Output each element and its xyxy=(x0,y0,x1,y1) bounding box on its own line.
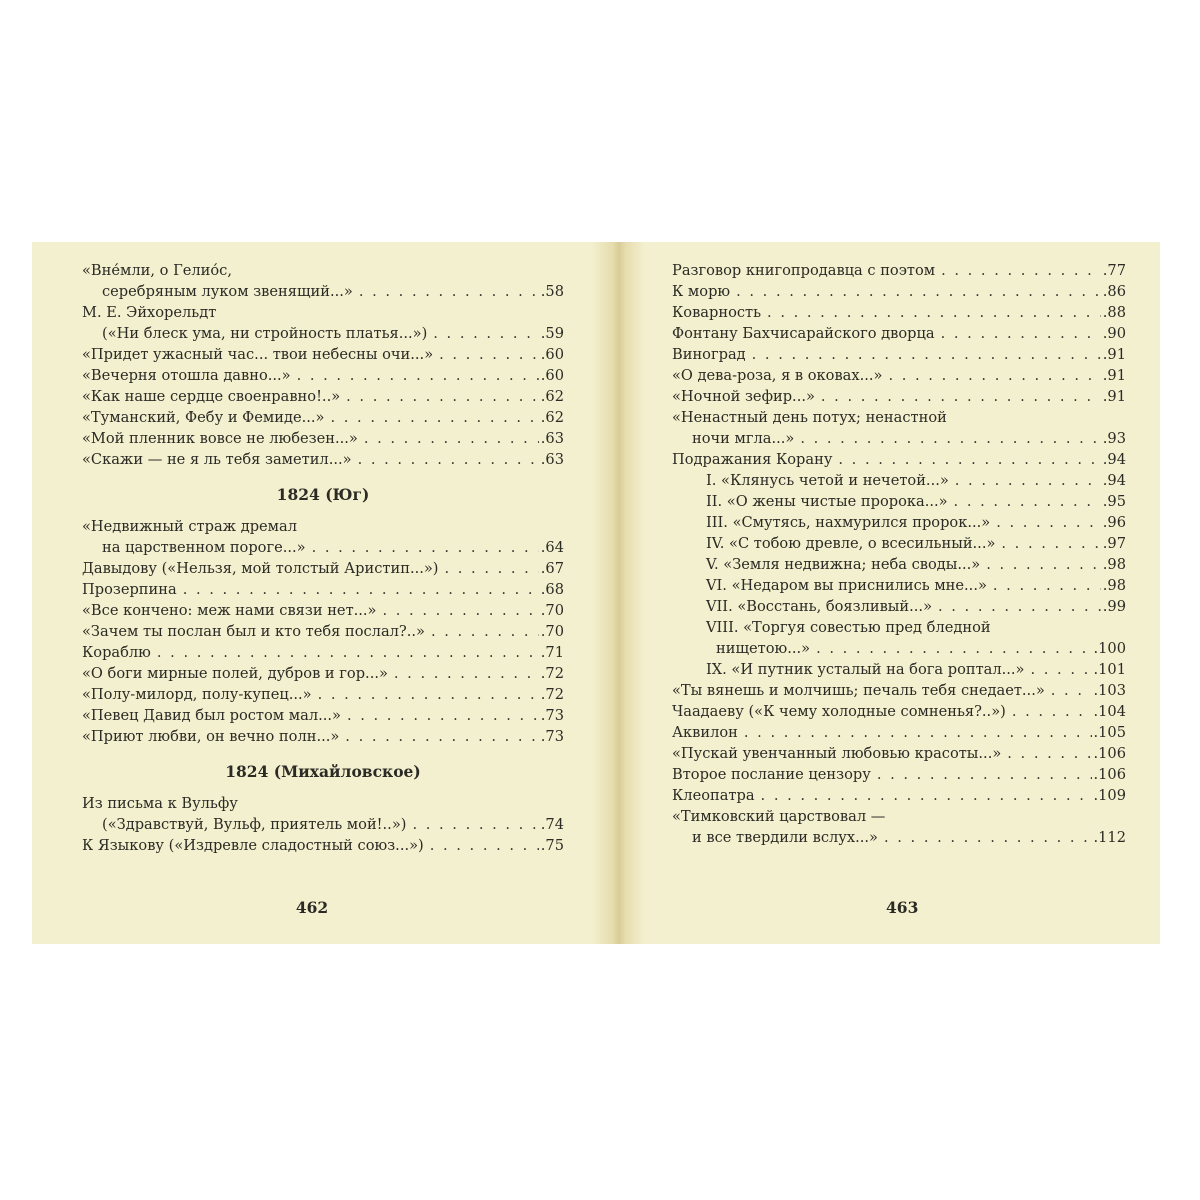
toc-entry-title: «Зачем ты послан был и кто тебя послал?..» xyxy=(82,623,425,640)
toc-entry-title: «Скажи — не я ль тебя заметил...» xyxy=(82,451,352,468)
toc-leader-dots xyxy=(347,705,539,726)
toc-entry xyxy=(672,617,1126,638)
toc-entry-title: Клеопатра xyxy=(672,787,755,804)
toc-leader-dots xyxy=(312,537,539,558)
toc-leader-dots xyxy=(330,407,538,428)
toc-entry xyxy=(672,701,1126,722)
toc-entry-page: .60 xyxy=(540,367,564,384)
toc-entry-title: Фонтану Бахчисарайского дворца xyxy=(672,325,935,342)
toc-entry-title: «Приют любви, он вечно полн...» xyxy=(82,728,340,745)
toc-entry-title: «Ночной зефир...» xyxy=(672,388,815,405)
toc-entry-title: I. «Клянусь четой и нечетой...» xyxy=(706,472,949,489)
toc-entry xyxy=(82,344,564,365)
toc-entry xyxy=(672,491,1126,512)
toc-leader-dots xyxy=(816,638,1091,659)
toc-entry xyxy=(82,814,564,835)
toc-entry-page: .98 xyxy=(1102,556,1126,573)
toc-leader-dots xyxy=(752,344,1101,365)
toc-entry-title: Второе послание цензору xyxy=(672,766,871,783)
toc-leader-dots xyxy=(444,558,538,579)
toc-entry-title: VIII. «Торгуя совестью пред бледной xyxy=(706,619,991,636)
toc-leader-dots xyxy=(345,726,538,747)
toc-leader-dots xyxy=(394,663,539,684)
toc-entry xyxy=(82,726,564,747)
toc-entry xyxy=(672,302,1126,323)
toc-leader-dots xyxy=(359,281,539,302)
toc-entry xyxy=(82,323,564,344)
toc-entry-page: .63 xyxy=(540,430,564,447)
toc-group-b xyxy=(82,516,564,747)
toc-entry-title: ночи мгла...» xyxy=(692,430,795,447)
toc-entry-title: К морю xyxy=(672,283,731,300)
toc-entry xyxy=(82,260,564,281)
toc-leader-dots xyxy=(431,621,539,642)
book-spread xyxy=(32,242,1160,944)
toc-entry xyxy=(672,764,1126,785)
toc-entry-page: .73 xyxy=(540,707,564,724)
book-gutter xyxy=(592,242,646,944)
toc-entry xyxy=(672,386,1126,407)
toc-leader-dots xyxy=(346,386,539,407)
toc-leader-dots xyxy=(1007,743,1091,764)
toc-leader-dots xyxy=(318,684,539,705)
toc-entry-title: на царственном пороге...» xyxy=(102,539,306,556)
toc-group-c xyxy=(82,793,564,856)
toc-entry xyxy=(82,516,564,537)
toc-entry-title: «Ты вянешь и молчишь; печаль тебя снедает...» xyxy=(672,682,1045,699)
toc-entry-page: .106 xyxy=(1093,766,1126,783)
toc-leader-dots xyxy=(364,428,539,449)
toc-entry-title: VI. «Недаром вы приснились мне...» xyxy=(706,577,987,594)
toc-entry-title: VII. «Восстань, боязливый...» xyxy=(706,598,932,615)
toc-entry-page: .72 xyxy=(540,686,564,703)
toc-entry-page: .109 xyxy=(1093,787,1126,804)
toc-entry-page: .72 xyxy=(540,665,564,682)
toc-entry-page: .71 xyxy=(540,644,564,661)
toc-leader-dots xyxy=(800,428,1100,449)
toc-entry xyxy=(672,743,1126,764)
toc-entry-page: .112 xyxy=(1093,829,1126,846)
toc-leader-dots xyxy=(439,344,539,365)
toc-entry xyxy=(672,512,1126,533)
toc-entry-title: IX. «И путник усталый на бога роптал...» xyxy=(706,661,1025,678)
toc-entry-title: («Здравствуй, Вульф, приятель мой!..») xyxy=(102,816,407,833)
toc-entry xyxy=(672,407,1126,428)
toc-leader-dots xyxy=(954,491,1101,512)
toc-group-right xyxy=(672,260,1126,848)
toc-leader-dots xyxy=(955,470,1101,491)
toc-entry-page: .62 xyxy=(540,409,564,426)
toc-entry xyxy=(672,533,1126,554)
toc-leader-dots xyxy=(938,596,1101,617)
toc-leader-dots xyxy=(993,575,1101,596)
toc-leader-dots xyxy=(383,600,539,621)
toc-entry-page: .91 xyxy=(1102,388,1126,405)
toc-entry-title: («Ни блеск ума, ни стройность платья...») xyxy=(102,325,428,342)
toc-leader-dots xyxy=(358,449,539,470)
toc-entry xyxy=(82,365,564,386)
toc-entry-page: .77 xyxy=(1102,262,1126,279)
left-page-content xyxy=(82,260,564,856)
toc-leader-dots xyxy=(767,302,1101,323)
toc-leader-dots xyxy=(996,512,1101,533)
toc-leader-dots xyxy=(884,827,1092,848)
left-page xyxy=(32,242,592,944)
toc-entry-title: Давыдову («Нельзя, мой толстый Аристип...») xyxy=(82,560,439,577)
toc-entry-page: .90 xyxy=(1102,325,1126,342)
toc-entry xyxy=(672,323,1126,344)
toc-entry-title: Подражания Корану xyxy=(672,451,833,468)
toc-entry-title: «Туманский, Фебу и Фемиде...» xyxy=(82,409,325,426)
toc-leader-dots xyxy=(297,365,539,386)
toc-entry xyxy=(82,449,564,470)
toc-entry xyxy=(82,579,564,600)
right-page xyxy=(646,242,1160,944)
page-number-right: 463 xyxy=(886,898,919,917)
toc-entry-page: .86 xyxy=(1102,283,1126,300)
toc-leader-dots xyxy=(941,260,1101,281)
toc-entry xyxy=(82,600,564,621)
toc-entry-page: .91 xyxy=(1102,367,1126,384)
section-heading-1824-mikhailovskoe: 1824 (Михайловское) xyxy=(225,762,421,781)
toc-entry-title: Из письма к Вульфу xyxy=(82,795,238,812)
toc-entry xyxy=(82,281,564,302)
toc-entry-title: «Как наше сердце своенравно!..» xyxy=(82,388,341,405)
toc-entry-title: IV. «С тобою древле, о всесильный...» xyxy=(706,535,996,552)
toc-leader-dots xyxy=(888,365,1100,386)
toc-entry xyxy=(82,793,564,814)
toc-entry xyxy=(672,575,1126,596)
toc-leader-dots xyxy=(941,323,1101,344)
toc-entry-page: .97 xyxy=(1102,535,1126,552)
toc-entry xyxy=(82,386,564,407)
toc-entry-title: «О дева-роза, я в оковах...» xyxy=(672,367,883,384)
toc-entry-title: Аквилон xyxy=(672,724,738,741)
toc-entry-title: и все твердили вслух...» xyxy=(692,829,878,846)
toc-entry-title: Кораблю xyxy=(82,644,151,661)
page-number-left: 462 xyxy=(295,898,329,917)
toc-entry xyxy=(672,260,1126,281)
toc-leader-dots xyxy=(838,449,1100,470)
toc-entry-page: .98 xyxy=(1102,577,1126,594)
toc-entry-page: .96 xyxy=(1102,514,1126,531)
toc-entry-page: .62 xyxy=(540,388,564,405)
toc-leader-dots xyxy=(877,764,1092,785)
toc-entry xyxy=(672,596,1126,617)
toc-entry-title: Виноград xyxy=(672,346,746,363)
toc-entry-title: «Все кончено: меж нами связи нет...» xyxy=(82,602,377,619)
toc-entry-page: .70 xyxy=(540,623,564,640)
toc-entry-title: «Недвижный страж дремал xyxy=(82,518,297,535)
toc-entry-title: серебряным луком звенящий...» xyxy=(102,283,353,300)
toc-entry xyxy=(672,785,1126,806)
toc-entry-title: «Ненастный день потух; ненастной xyxy=(672,409,947,426)
toc-entry-title: «О боги мирные полей, дубров и гор...» xyxy=(82,665,388,682)
toc-entry-page: .94 xyxy=(1102,472,1126,489)
toc-group-a xyxy=(82,260,564,470)
toc-entry-page: .59 xyxy=(540,325,564,342)
toc-entry xyxy=(82,428,564,449)
toc-entry-title: III. «Смутясь, нахмурился пророк...» xyxy=(706,514,991,531)
toc-entry-title: «Мой пленник вовсе не любезен...» xyxy=(82,430,358,447)
toc-entry xyxy=(672,449,1126,470)
toc-leader-dots xyxy=(736,281,1101,302)
toc-entry xyxy=(672,365,1126,386)
toc-entry-page: .94 xyxy=(1102,451,1126,468)
toc-entry xyxy=(82,684,564,705)
toc-entry xyxy=(672,806,1126,827)
toc-leader-dots xyxy=(430,835,539,856)
toc-entry-title: «Полу-милорд, полу-купец...» xyxy=(82,686,312,703)
toc-entry xyxy=(672,659,1126,680)
toc-entry-title: «Придет ужасный час... твои небесны очи...» xyxy=(82,346,434,363)
toc-entry xyxy=(672,281,1126,302)
toc-entry-page: .101 xyxy=(1093,661,1126,678)
toc-entry xyxy=(82,835,564,856)
toc-entry-page: .100 xyxy=(1093,640,1126,657)
toc-entry-title: II. «О жены чистые пророка...» xyxy=(706,493,948,510)
toc-entry-title: К Языкову («Издревле сладостный союз...») xyxy=(82,837,424,854)
toc-entry-page: .91 xyxy=(1102,346,1126,363)
toc-entry xyxy=(672,554,1126,575)
toc-entry-page: .58 xyxy=(540,283,564,300)
toc-entry-title: Разговор книгопродавца с поэтом xyxy=(672,262,936,279)
toc-entry-page: .105 xyxy=(1093,724,1126,741)
toc-entry-title: нищетою...» xyxy=(716,640,811,657)
toc-leader-dots xyxy=(761,785,1092,806)
toc-entry-title: Чаадаеву («К чему холодные сомненья?..») xyxy=(672,703,1006,720)
toc-entry xyxy=(672,827,1126,848)
toc-entry xyxy=(82,302,564,323)
toc-entry-title: «Вечерня отошла давно...» xyxy=(82,367,291,384)
toc-entry xyxy=(672,470,1126,491)
toc-entry xyxy=(672,638,1126,659)
toc-leader-dots xyxy=(1012,701,1092,722)
toc-entry-page: .106 xyxy=(1093,745,1126,762)
toc-leader-dots xyxy=(986,554,1101,575)
toc-entry-page: .73 xyxy=(540,728,564,745)
toc-entry-page: .75 xyxy=(540,837,564,854)
toc-leader-dots xyxy=(183,579,539,600)
toc-entry-page: .68 xyxy=(540,581,564,598)
toc-entry-title: V. «Земля недвижна; неба своды...» xyxy=(706,556,981,573)
toc-entry-page: .99 xyxy=(1102,598,1126,615)
toc-entry-title: «Тимковский царствовал — xyxy=(672,808,886,825)
toc-entry-page: .63 xyxy=(540,451,564,468)
toc-entry xyxy=(672,722,1126,743)
toc-entry-page: .70 xyxy=(540,602,564,619)
toc-entry-title: Прозерпина xyxy=(82,581,177,598)
toc-entry xyxy=(82,642,564,663)
toc-entry xyxy=(82,621,564,642)
toc-leader-dots xyxy=(157,642,539,663)
toc-entry xyxy=(672,428,1126,449)
toc-entry xyxy=(82,663,564,684)
toc-entry-page: .64 xyxy=(540,539,564,556)
section-heading-1824-south: 1824 (Юг) xyxy=(276,485,370,504)
right-page-content xyxy=(672,260,1126,848)
toc-entry-title: Коварность xyxy=(672,304,762,321)
toc-entry xyxy=(82,558,564,579)
toc-entry xyxy=(672,680,1126,701)
toc-leader-dots xyxy=(744,722,1092,743)
toc-entry-title: «Вне́мли, о Гелио́с, xyxy=(82,262,232,279)
toc-leader-dots xyxy=(433,323,539,344)
toc-entry-title: М. Е. Эйхорельдт xyxy=(82,304,217,321)
toc-leader-dots xyxy=(821,386,1101,407)
toc-entry xyxy=(672,344,1126,365)
toc-leader-dots xyxy=(412,814,538,835)
toc-entry-page: .104 xyxy=(1093,703,1126,720)
toc-leader-dots xyxy=(1030,659,1091,680)
toc-entry-page: .95 xyxy=(1102,493,1126,510)
toc-entry xyxy=(82,407,564,428)
toc-entry-title: «Певец Давид был ростом мал...» xyxy=(82,707,341,724)
toc-leader-dots xyxy=(1051,680,1092,701)
toc-entry-page: .103 xyxy=(1093,682,1126,699)
toc-entry-page: .74 xyxy=(540,816,564,833)
toc-entry-page: .67 xyxy=(540,560,564,577)
toc-entry-page: .60 xyxy=(540,346,564,363)
toc-entry xyxy=(82,537,564,558)
toc-entry-title: «Пускай увенчанный любовью красоты...» xyxy=(672,745,1002,762)
toc-leader-dots xyxy=(1001,533,1100,554)
toc-entry-page: .88 xyxy=(1102,304,1126,321)
toc-entry xyxy=(82,705,564,726)
toc-entry-page: .93 xyxy=(1102,430,1126,447)
